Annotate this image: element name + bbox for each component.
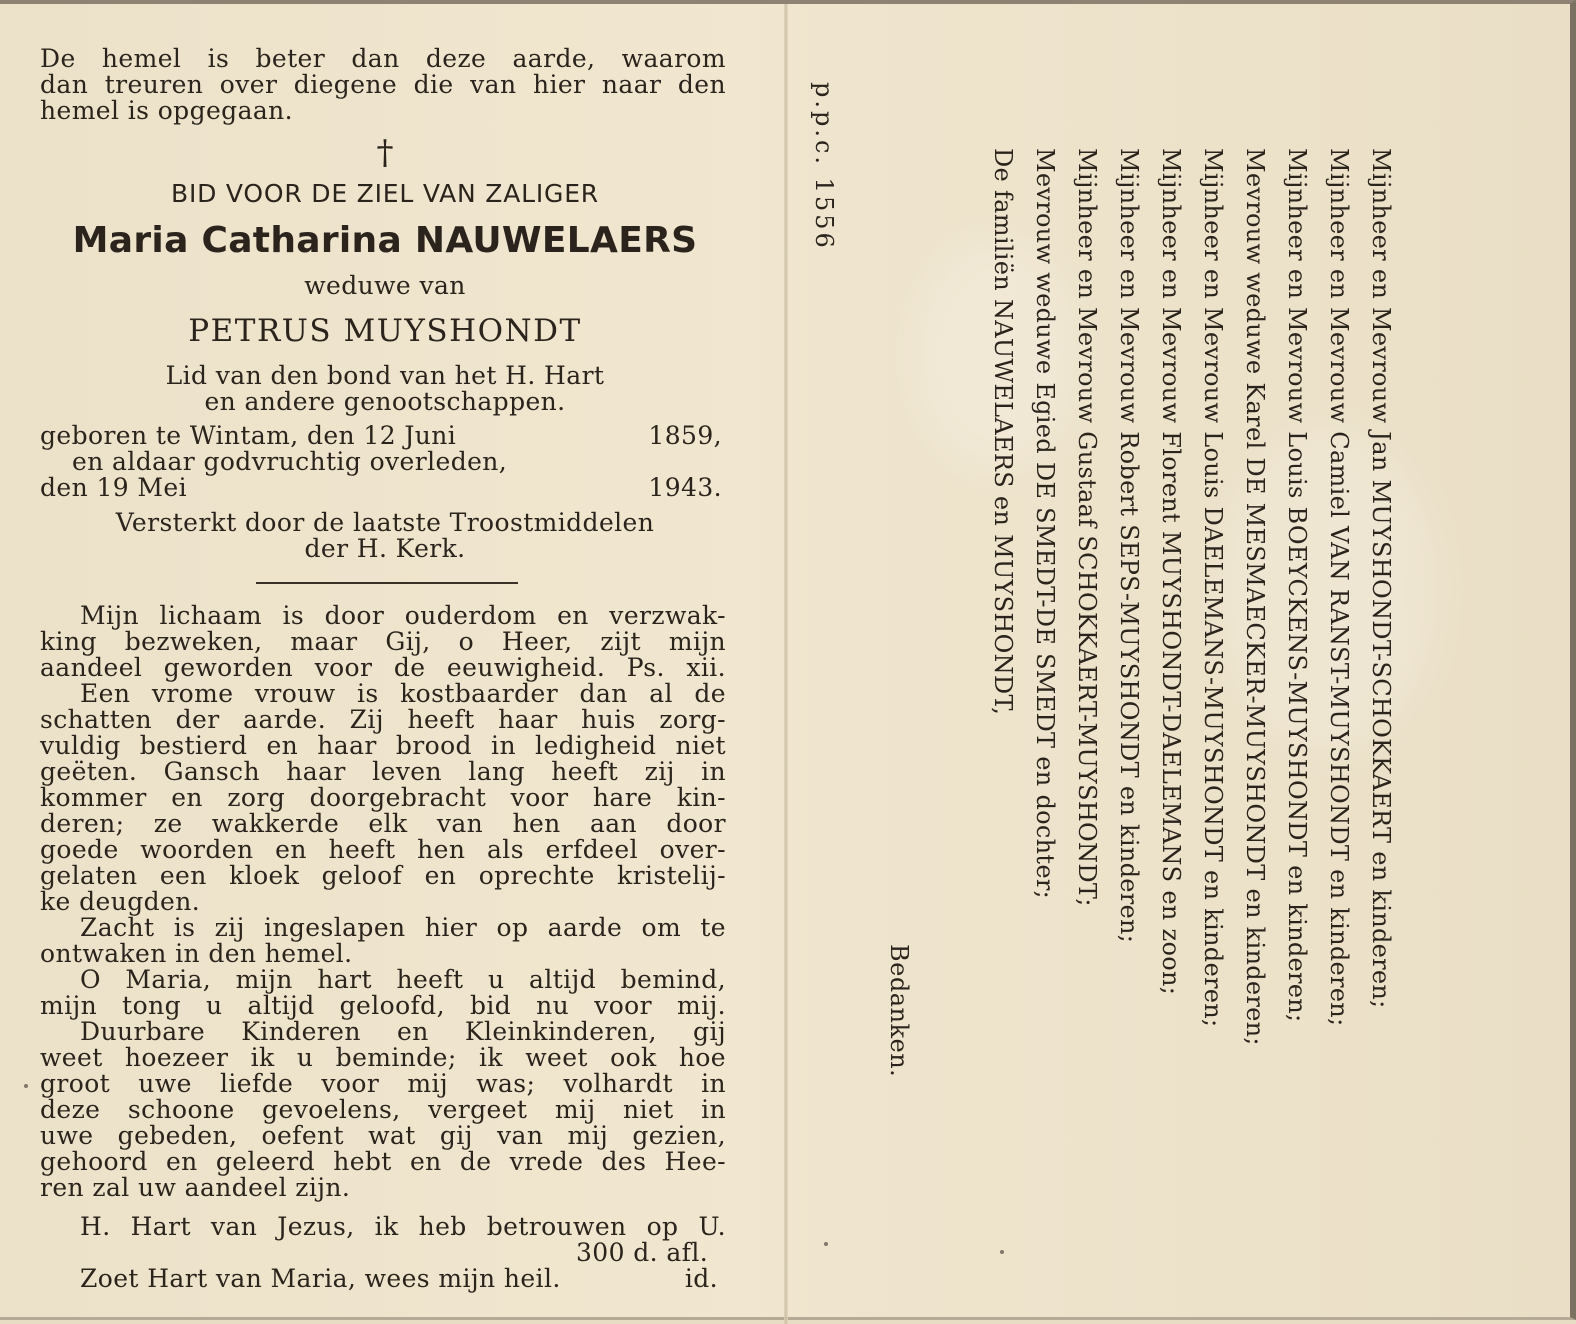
body-line: Een vrome vrouw is kostbaarder dan al de [80, 679, 726, 708]
death-line-2 [40, 475, 730, 501]
membership-line-2: en andere genootschappen. [204, 387, 566, 416]
intro-line-1: De hemel is beter dan deze aarde, waarom [40, 44, 726, 73]
intro-line-2: dan treuren over diegene die van hier naar den [40, 70, 726, 99]
widow-of-label: weduwe van [304, 271, 466, 300]
thanks-text: Bedanken. [885, 944, 913, 1078]
husband-name: PETRUS MUYSHONDT [188, 313, 582, 349]
prayer-heading: BID VOOR DE ZIEL VAN ZALIGER [171, 179, 599, 208]
birth-line [40, 423, 730, 449]
intro-line-3: hemel is opgegaan. [40, 96, 294, 125]
body-line: weet hoezeer ik u beminde; ik weet ook hoe [40, 1043, 726, 1072]
family-line: Mijnheer en Mevrouw Louis BOEYCKENS-MUYSHONDT en kinderen; [1283, 148, 1311, 1023]
body-line: groot uwe liefde voor mij was; volhardt in [40, 1069, 726, 1098]
family-line: Mijnheer en Mevrouw Gustaaf SCHOKKAERT-MUYSHONDT; [1073, 148, 1101, 907]
printer-code: p.p.c. 1556 [810, 82, 838, 251]
section-divider [256, 582, 518, 584]
paper-speck [1000, 1250, 1004, 1254]
birth-text: geboren te Wintam, den 12 Juni [40, 421, 457, 450]
deceased-name: Maria Catharina NAUWELAERS [72, 220, 698, 261]
death-line-1: en aldaar godvruchtig overleden, [72, 447, 508, 476]
body-line: Mijn lichaam is door ouderdom en verzwak- [80, 601, 726, 630]
body-line: gelaten een kloek geloof en oprechte kristelij- [40, 861, 726, 890]
body-line: geëten. Gansch haar leven lang heeft zij in [40, 757, 726, 786]
death-year: 1943. [648, 473, 722, 502]
body-line: aandeel geworden voor de eeuwigheid. Ps. xii. [40, 653, 726, 682]
death-date: den 19 Mei [40, 473, 187, 502]
body-line: mijn tong u altijd geloofd, bid nu voor mij. [40, 991, 726, 1020]
body-line: ke deugden. [40, 887, 201, 916]
paper-speck [824, 1242, 828, 1246]
sacraments-line-1: Versterkt door de laatste Troostmiddelen [115, 508, 655, 537]
body-line: deren; ze wakkerde elk van hen aan door [40, 809, 726, 838]
body-line: deze schoone gevoelens, vergeet mij niet in [40, 1095, 726, 1124]
sacraments-line-2: der H. Kerk. [304, 534, 466, 563]
membership-line-1: Lid van den bond van het H. Hart [165, 361, 605, 390]
paper-speck [24, 1084, 28, 1088]
body-line: kommer en zorg doorgebracht voor hare kin- [40, 783, 726, 812]
family-line: Mijnheer en Mevrouw Louis DAELEMANS-MUYSHONDT en kinderen; [1199, 148, 1227, 1028]
family-line: Mijnheer en Mevrouw Florent MUYSHONDT-DAELEMANS en zoon; [1157, 148, 1185, 996]
cross-icon: † [376, 133, 394, 173]
indulgence-line-2: id. [684, 1264, 718, 1293]
body-line: Zacht is zij ingeslapen hier op aarde om te [80, 913, 726, 942]
body-line: Duurbare Kinderen en Kleinkinderen, gij [80, 1017, 726, 1046]
family-line: Mevrouw weduwe Karel DE MESMAECKER-MUYSHONDT en kinderen; [1241, 148, 1269, 1046]
body-line: vuldig bestierd en haar brood in ledigheid niet [40, 731, 726, 760]
family-line: De familiën NAUWELAERS en MUYSHONDT, [989, 148, 1017, 716]
prayer-2-text: Zoet Hart van Maria, wees mijn heil. [80, 1264, 561, 1293]
body-line: king bezweken, maar Gij, o Heer, zijt mijn [40, 627, 726, 656]
indulgence-line-1: 300 d. afl. [576, 1238, 709, 1267]
body-line: goede woorden en heeft hen als erfdeel over- [40, 835, 726, 864]
body-line: schatten der aarde. Zij heeft haar huis zorg- [40, 705, 726, 734]
family-line: Mijnheer en Mevrouw Jan MUYSHONDT-SCHOKKAERT en kinderen; [1367, 148, 1395, 1009]
body-line: gehoord en geleerd hebt en de vrede des Hee- [40, 1147, 726, 1176]
birth-year: 1859, [648, 421, 722, 450]
prayer-line-2 [80, 1266, 726, 1292]
family-line: Mijnheer en Mevrouw Camiel VAN RANST-MUYSHONDT en kinderen; [1325, 148, 1353, 1027]
family-line: Mijnheer en Mevrouw Robert SEPS-MUYSHONDT en kinderen; [1115, 148, 1143, 944]
family-line: Mevrouw weduwe Egied DE SMEDT-DE SMEDT en dochter; [1031, 148, 1059, 899]
body-line: ontwaken in den hemel. [40, 939, 353, 968]
prayer-line-1: H. Hart van Jezus, ik heb betrouwen op U. [80, 1212, 726, 1241]
body-line: ren zal uw aandeel zijn. [40, 1173, 351, 1202]
body-line: O Maria, mijn hart heeft u altijd bemind, [80, 965, 726, 994]
left-panel [40, 34, 740, 1304]
body-line: uwe gebeden, oefent wat gij van mij gezien, [40, 1121, 726, 1150]
